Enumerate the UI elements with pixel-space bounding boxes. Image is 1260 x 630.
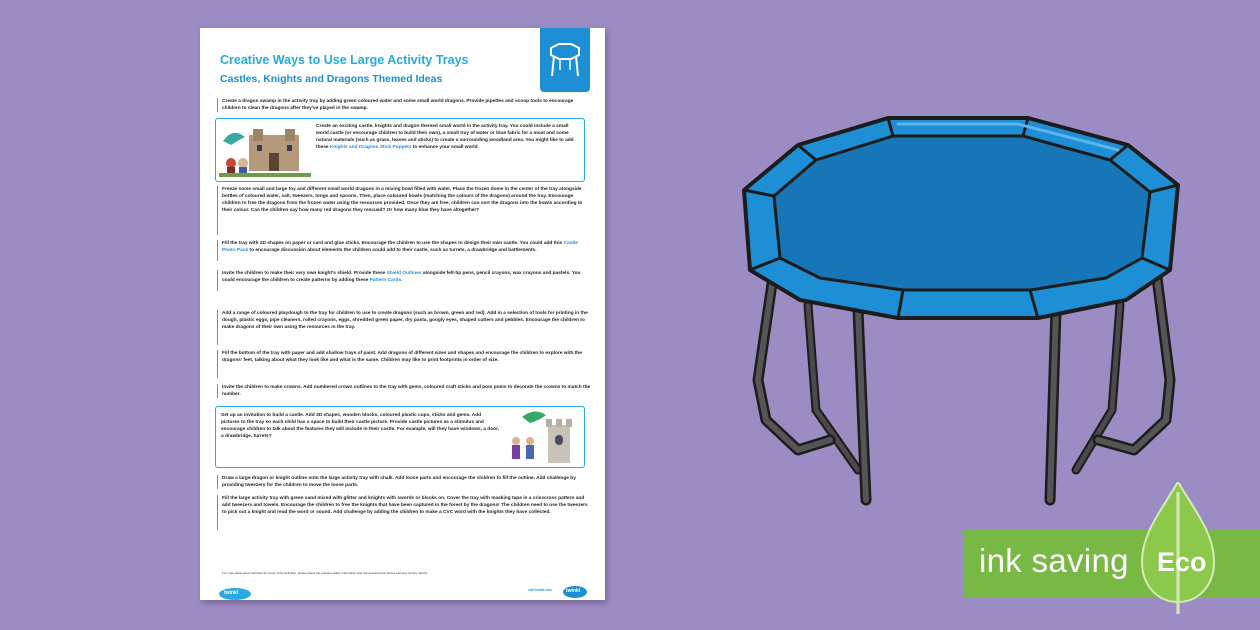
idea-paragraph: Fill the bottom of the tray with paper and add shallow trays of paint. Add dragons of different sizes and shapes and encourage the children to explore with the dragons' feet, talking about what they look like and what is the same. Children may like to print footprints in order of size.	[217, 350, 592, 378]
idea-paragraph: Fill the large activity tray with green sand mixed with glitter and knights with swords or blocks on. Cover the tray with masking tape in a crisscross pattern and add tweezers and towels. Encourage the children to free the knights that have been captured in the forest by the dragons! The children need to use the tweezers to pick out a knight and read the word or sound. Add challenge by adding the children to make a CVC word with the knights they have collected.	[217, 495, 592, 530]
ink-saving-label: ink saving	[979, 542, 1129, 579]
idea-text-end: to enhance your small world.	[412, 145, 479, 150]
pattern-cards-link[interactable]: Pattern Cards.	[369, 278, 403, 283]
sheet-title: Creative Ways to Use Large Activity Trays	[220, 53, 469, 67]
shield-outlines-link[interactable]: Shield Outlines	[386, 271, 422, 276]
idea-paragraph	[217, 240, 592, 261]
document-sheet	[200, 28, 605, 600]
stick-puppets-link[interactable]: Knights and Dragons Stick Puppets	[329, 145, 412, 150]
footer-left-text: twinkl	[224, 590, 239, 596]
twinkl-logo-right	[562, 585, 588, 600]
idea-box-castle-text	[316, 123, 578, 179]
footer-website[interactable]: visit twinkl.com	[528, 588, 552, 592]
footer-right-text: twinkl	[566, 588, 581, 594]
sheet-subtitle: Castles, Knights and Dragons Themed Ideas	[220, 73, 443, 85]
castle-knights-illustration	[219, 123, 311, 177]
idea-text: Invite the children to make their very own knight's shield. Provide these	[222, 271, 386, 276]
castle-photo-pack-link[interactable]: Castle Photo Pack	[222, 241, 578, 253]
idea-text-mid: alongside felt-tip pens, pencil crayons, wax crayons and pastels. You could encourage the children to create patterns by adding these	[222, 271, 581, 283]
safety-footnote: For more ideas about activities for some of the activities, please check the relevant safety information and risk assessments before carrying out any activity.	[222, 571, 429, 575]
idea-paragraph: Invite the children to make crowns. Add numbered crown outlines to the tray with gems, coloured craft sticks and pom poms to decorate the crowns to match the number.	[217, 384, 592, 398]
idea-text: Create an exciting castle, knights and dragon themed small world in the activity tray. You could include a small world castle (or encourage children to build their own), a small tray of water or blue fabric for a moat and some natural materials (such as grass, leaves and sticks) to create a surrounding woodland area. You might like to add these	[316, 124, 574, 150]
activity-tray-illustration	[738, 110, 1188, 520]
idea-box-build-castle-text: Set up an invitation to build a castle. Add 3D shapes, wooden blocks, coloured plastic cups, sticks and gems. Add pictures to the tray so each child has a space to build their castle picture. Provide castle pictures as a stimulus and encourage children to talk about the features they will include in their castle. For example, will they have windows, a door, a drawbridge, turrets?	[221, 413, 500, 439]
idea-box-castle-small-world	[215, 118, 585, 182]
idea-box-build-castle	[215, 406, 585, 468]
idea-paragraph: Add a range of coloured playdough to the tray for children to use to create dragons (such as brown, green and red). Add in a selection of tools for printing in the dough, plastic eggs, pipe cleaners, rolled crayons, eggs, shredded green paper, dry pasta, googly eyes, shaped cutters and pebbles. Encourage the children to make dragons of their own using the resources in the tray.	[217, 310, 592, 345]
idea-paragraph: Freeze some small and large toy and different small world dragons in a mixing bowl filled with water. Place the frozen dome in the center of the tray alongside bottles of coloured water, salt, tweezers, tongs and spoons. Then, place coloured bowls (matching the colours of the dragons) around the tray. Encourage children to free the dragons from the frozen water using the resources provided. Once they are free, children can sort the dragons into the bowls according to their colour. Can the children say how many red dragons they rescued? Or how many blue they have altogether?	[217, 186, 592, 235]
tray-badge	[540, 28, 590, 92]
eco-badge-text: Eco	[1157, 547, 1207, 577]
idea-text: Fill the tray with 2D shapes on paper or card and glue sticks. Encourage the children to use the shapes to design their own castle. You could add this	[222, 241, 563, 246]
idea-paragraph: Create a dragon swamp in the activity tray by adding green coloured water and some small world dragons. Provide pipettes and scoop tools to encourage children to clean the dragons after they've played in the swamp.	[217, 98, 592, 112]
idea-paragraph	[217, 270, 592, 291]
twinkl-logo-left	[218, 587, 252, 600]
knights-dragon-tower-illustration	[504, 407, 582, 465]
idea-text-end: to encourage discussion about elements the children could add to their castle, such as turrets, a drawbridge and battlements.	[249, 248, 537, 253]
activity-tray-icon	[545, 42, 585, 80]
idea-paragraph: Draw a large dragon or knight outline onto the large activity tray with chalk. Add loose parts and encourage the children to fill the outline. Add challenge by providing tweezers for the children to move the loose parts.	[217, 475, 592, 489]
